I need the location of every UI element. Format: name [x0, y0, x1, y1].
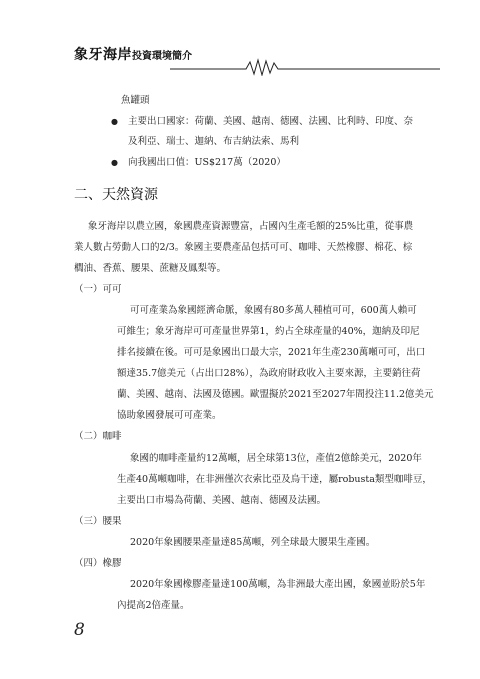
intro-line-1: 象牙海岸以農立國，象國農產資源豐富，占國內生產毛額的25%比重，從事農 — [88, 221, 414, 232]
cocoa-line-3: 排名接續在後。可可是象國出口最大宗，2021年生產230萬噸可可，出口 — [117, 347, 426, 358]
rubber-line-1: 2020年象國橡膠產量達100萬噸，為非洲最大產出國，象國並盼於5年 — [130, 579, 426, 590]
export-line-continued: 魚罐頭 — [121, 95, 150, 106]
export-countries-line-2: 及利亞、瑞士、迦納、布吉納法索、馬利 — [128, 136, 300, 147]
subsection-heading-cocoa: （一）可可 — [74, 284, 122, 295]
subsection-heading-coffee: （二）咖啡 — [74, 431, 122, 442]
export-countries-line-1: 主要出口國家：荷蘭、美國、越南、德國、法國、比利時、印度、奈 — [128, 116, 414, 127]
cashew-line-1: 2020年象國腰果產量達85萬噸，列全球最大腰果生產國。 — [130, 537, 376, 548]
cocoa-line-6: 協助象國發展可可產業。 — [117, 410, 222, 421]
coffee-line-2: 生產40萬噸咖啡，在非洲僅次衣索比亞及烏干達，屬robusta類型咖啡豆， — [117, 474, 432, 485]
cocoa-line-5: 蘭、美國、越南、法國及德國。歐盟擬於2021至2027年間投注11.2億美元 — [117, 389, 434, 400]
export-value-line: 向我國出口值：US$217萬（2020） — [128, 157, 286, 168]
cocoa-line-4: 額達35.7億美元（占出口28%），為政府財政收入主要來源，主要銷往荷 — [117, 368, 421, 379]
section-title: 二、天然資源 — [74, 187, 158, 203]
subsection-heading-cashew: （三）腰果 — [74, 516, 122, 527]
coffee-line-1: 象國的咖啡產量約12萬噸，居全球第13位，產值2億餘美元，2020年 — [130, 453, 422, 464]
header-title-sub: 投資環境簡介 — [132, 51, 192, 62]
coffee-line-3: 主要出口市場為荷蘭、美國、越南、德國及法國。 — [117, 495, 327, 506]
subsection-heading-rubber: （四）橡膠 — [74, 558, 122, 569]
cocoa-line-2: 可維生；象牙海岸可可產量世界第1，約占全球產量的40%，迦納及印尼 — [117, 326, 420, 337]
bullet-icon: ● — [111, 158, 118, 167]
rubber-line-2: 內提高2倍產量。 — [117, 600, 190, 611]
cocoa-line-1: 可可產業為象國經濟命脈，象國有80多萬人種植可可，600萬人賴可 — [130, 305, 417, 316]
bullet-icon: ● — [111, 117, 118, 126]
intro-line-3: 櫚油、香蕉、腰果、蔗糖及鳳梨等。 — [74, 263, 227, 274]
intro-line-2: 業人數占勞動人口的2/3。象國主要農產品包括可可、咖啡、天然橡膠、棉花、棕 — [74, 242, 413, 253]
page-number: 8 — [74, 620, 85, 640]
header-title-main: 象牙海岸 — [74, 47, 132, 63]
